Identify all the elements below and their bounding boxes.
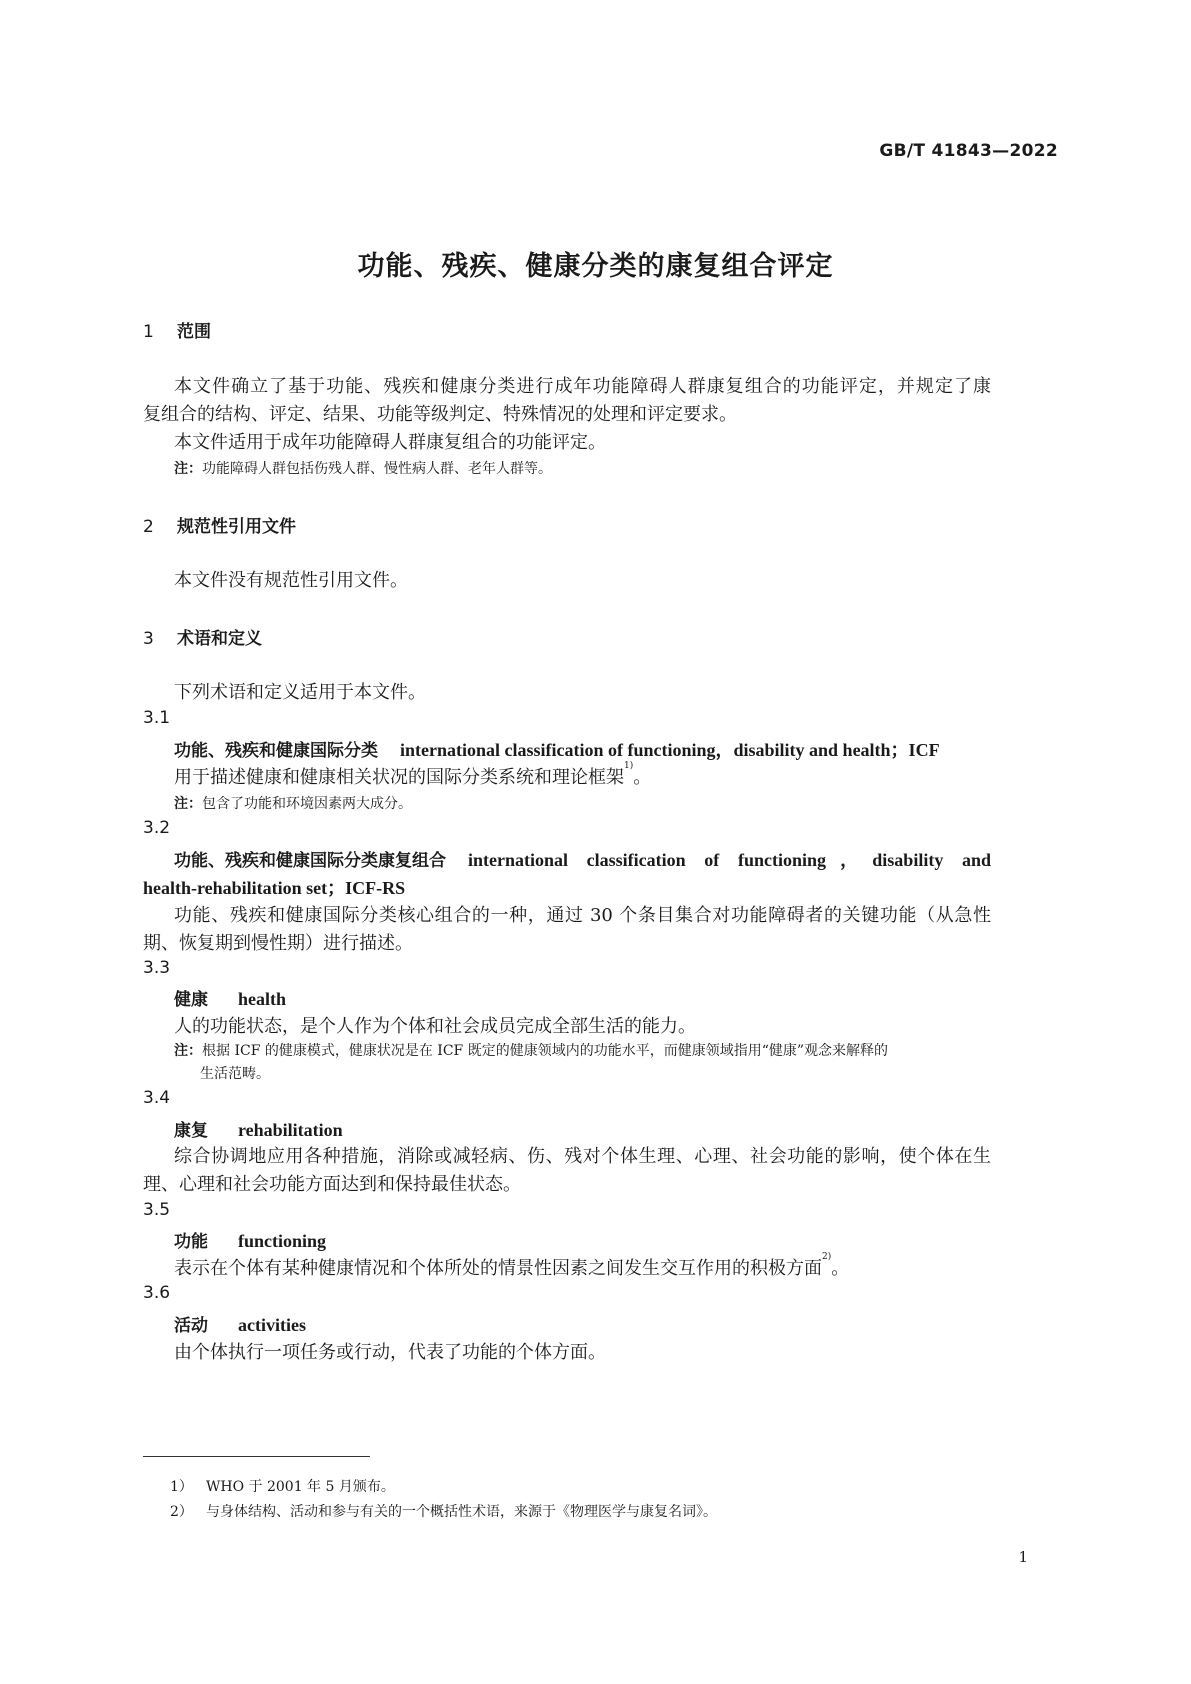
document-title: 功能、残疾、健康分类的康复组合评定 (357, 251, 834, 282)
note (174, 1040, 888, 1060)
footnote-text: 与身体结构、活动和参与有关的一个概括性术语，来源于《物理医学与康复名词》。 (206, 1504, 717, 1520)
term-zh: 功能、残疾和健康国际分类 (174, 741, 378, 761)
term-zh: 功能 (174, 1232, 208, 1252)
definition: 由个体执行一项任务或行动，代表了功能的个体方面。 (174, 1342, 606, 1363)
note-label: 注： (174, 1043, 202, 1059)
note-text: 功能障碍人群包括伤残人群、慢性病人群、老年人群等。 (202, 461, 552, 477)
section-title: 规范性引用文件 (177, 517, 296, 537)
term-entry (174, 1227, 326, 1252)
subclause-number: 3.6 (143, 1283, 171, 1303)
subclause-number: 3.3 (143, 958, 171, 978)
section-2-heading (143, 512, 296, 537)
footnote-text: WHO 于 2001 年 5 月颁布。 (206, 1479, 395, 1495)
definition: 功能、残疾和健康国际分类核心组合的一种，通过 30 个条目集合对功能障碍者的关键功能（从急性 (174, 905, 991, 926)
definition-end: 。 (831, 1258, 850, 1279)
note (174, 458, 552, 478)
section-title: 术语和定义 (177, 629, 262, 649)
subclause-number: 3.2 (143, 818, 171, 838)
definition-text: 表示在个体有某种健康情况和个体所处的情景性因素之间发生交互作用的积极方面 (174, 1258, 822, 1279)
section-1-heading (143, 317, 211, 342)
note-text: 根据 ICF 的健康模式，健康状况是在 ICF 既定的健康领域内的功能水平，而健康领域指用“健康”观念来解释的 (202, 1043, 889, 1059)
definition-end: 。 (633, 767, 652, 788)
definition: 期、恢复期到慢性期）进行描述。 (143, 933, 413, 954)
footnote-separator (143, 1456, 370, 1457)
section-3-heading (143, 624, 262, 649)
footnote-number: 2） (170, 1504, 193, 1520)
term-entry (174, 1116, 343, 1141)
footnote-ref[interactable]: 2) (822, 1252, 832, 1262)
subclause-number: 3.4 (143, 1088, 171, 1108)
term-entry-cont (143, 874, 405, 900)
page-number: 1 (1018, 1548, 1028, 1566)
term-en: health (238, 989, 287, 1009)
definition: 理、心理和社会功能方面达到和保持最佳状态。 (143, 1174, 521, 1195)
term-entry (174, 1311, 306, 1336)
definition: 综合协调地应用各种措施，消除或减轻病、伤、残对个体生理、心理、社会功能的影响，使个体在生 (174, 1146, 991, 1167)
definition (174, 763, 651, 789)
footnote (170, 1501, 717, 1521)
section-number: 2 (143, 517, 154, 537)
footnote-ref[interactable]: 1) (624, 761, 634, 771)
term-entry (174, 985, 286, 1010)
definition-text: 用于描述健康和健康相关状况的国际分类系统和理论框架 (174, 767, 624, 788)
definition: 人的功能状态，是个人作为个体和社会成员完成全部生活的能力。 (174, 1016, 696, 1037)
note-label: 注： (174, 461, 202, 477)
term-zh: 康复 (174, 1121, 208, 1141)
term-zh: 健康 (174, 990, 208, 1010)
subclause-number: 3.5 (143, 1200, 171, 1220)
section-number: 1 (143, 322, 154, 342)
section-number: 3 (143, 629, 154, 649)
footnote (170, 1476, 395, 1496)
paragraph: 本文件没有规范性引用文件。 (174, 570, 408, 591)
paragraph: 复组合的结构、评定、结果、功能等级判定、特殊情况的处理和评定要求。 (143, 404, 737, 425)
term-entry (174, 846, 991, 872)
term-en: international classification of functioning，disability and (468, 850, 991, 870)
note-text: 包含了功能和环境因素两大成分。 (202, 796, 412, 812)
paragraph: 本文件适用于成年功能障碍人群康复组合的功能评定。 (174, 432, 606, 453)
definition (174, 1254, 849, 1280)
note-cont: 生活范畴。 (200, 1066, 270, 1082)
term-en: international classification of functioning，disability and health；ICF (400, 740, 940, 760)
note (174, 793, 412, 813)
term-en: health-rehabilitation set；ICF-RS (143, 878, 406, 898)
standard-number: GB/T 41843—2022 (879, 141, 1058, 161)
term-zh: 功能、残疾和健康国际分类康复组合 (174, 851, 446, 871)
paragraph: 下列术语和定义适用于本文件。 (174, 682, 426, 703)
note-label: 注： (174, 796, 202, 812)
section-title: 范围 (177, 322, 211, 342)
term-en: activities (238, 1315, 306, 1335)
footnote-number: 1） (170, 1479, 193, 1495)
term-zh: 活动 (174, 1316, 208, 1336)
term-en: functioning (238, 1231, 327, 1251)
subclause-number: 3.1 (143, 708, 171, 728)
term-entry (174, 736, 940, 762)
term-en: rehabilitation (238, 1120, 343, 1140)
paragraph: 本文件确立了基于功能、残疾和健康分类进行成年功能障碍人群康复组合的功能评定，并规定了康 (174, 376, 991, 397)
